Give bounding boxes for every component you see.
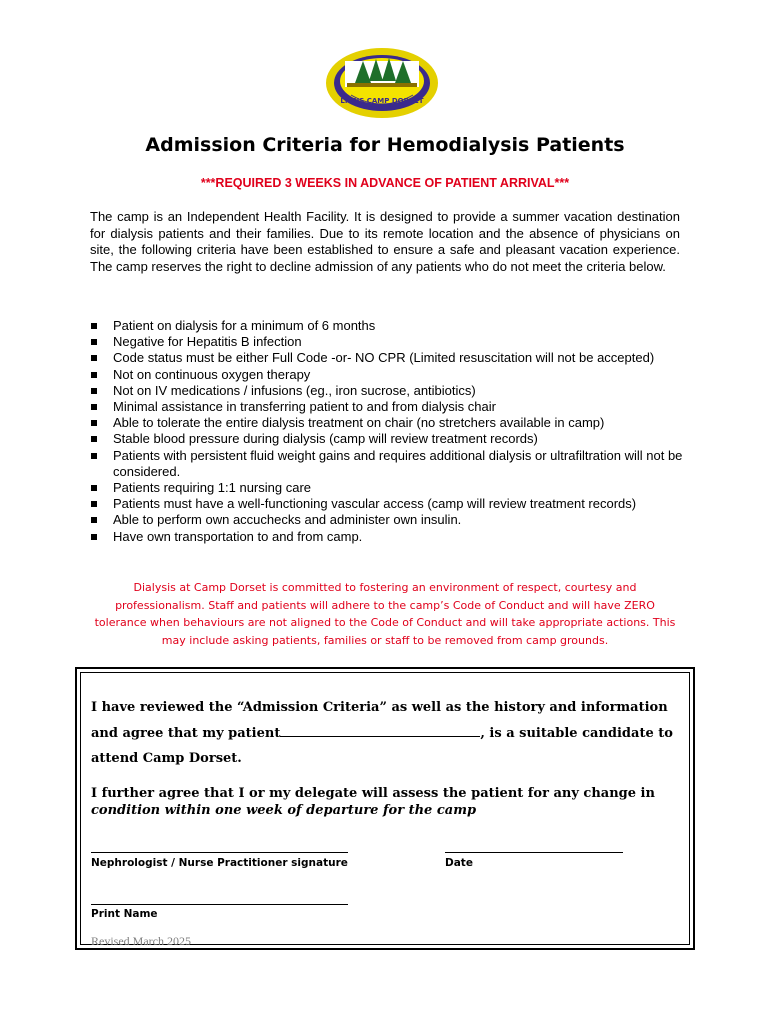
required-notice: ***REQUIRED 3 WEEKS IN ADVANCE OF PATIENT ARRIVAL*** — [200, 176, 570, 190]
page-title: Admission Criteria for Hemodialysis Patients — [145, 134, 625, 156]
statement-part1: I have reviewed the “Admission Criteria” as well as the history and information and agree that my patient — [91, 700, 668, 741]
print-name-line[interactable] — [91, 904, 348, 905]
lions-camp-dorset-logo — [325, 47, 439, 119]
signature-label: Nephrologist / Nurse Practitioner signature — [91, 857, 348, 869]
criteria-item: Not on continuous oxygen therapy — [90, 367, 690, 383]
conduct-notice: Dialysis at Camp Dorset is committed to fostering an environment of respect, courtesy and professionalism. Staff and patients will adhere to the camp’s Code of Conduct and will have ZERO tolerance when behaviours are not aligned to the Code of Conduct and will take appropriate actions. This may include asking patients, families or staff to be removed from camp grounds. — [94, 581, 676, 647]
date-label: Date — [445, 857, 473, 869]
criteria-item: Not on IV medications / infusions (eg., iron sucrose, antibiotics) — [90, 383, 690, 399]
criteria-item: Negative for Hepatitis B infection — [90, 334, 690, 350]
further-prefix: I further agree that I or my delegate will assess the patient for any change in — [91, 786, 655, 801]
further-agreement — [91, 785, 681, 819]
criteria-item: Patients requiring 1:1 nursing care — [90, 480, 690, 496]
criteria-item: Able to tolerate the entire dialysis treatment on chair (no stretchers available in camp) — [90, 415, 690, 431]
criteria-item: Code status must be either Full Code -or- NO CPR (Limited resuscitation will not be accepted) — [90, 350, 690, 366]
criteria-item: Patient on dialysis for a minimum of 6 months — [90, 318, 690, 334]
logo-text: LIONS CAMP DORSET — [340, 97, 424, 105]
statement-part2: , is a suitable candidate to attend Camp Dorset. — [91, 725, 673, 766]
attestation-statement — [91, 695, 681, 772]
print-name-label: Print Name — [91, 908, 158, 920]
intro-paragraph: The camp is an Independent Health Facility. It is designed to provide a summer vacation destination for dialysis patients and their families. Due to its remote location and the absence of physicians on site, the following criteria have been established to ensure a safe and pleasant vacation experience. The camp reserves the right to decline admission of any patients who do not meet the criteria below. — [90, 209, 680, 274]
criteria-item: Have own transportation to and from camp. — [90, 529, 690, 545]
patient-name-blank[interactable] — [280, 724, 480, 737]
criteria-item: Stable blood pressure during dialysis (camp will review treatment records) — [90, 431, 690, 447]
criteria-item: Patients must have a well-functioning vascular access (camp will review treatment records) — [90, 496, 690, 512]
criteria-list — [90, 318, 690, 545]
further-emphasis: condition within one week of departure for the camp — [91, 803, 477, 818]
revised-date: Revised March 2025 — [91, 934, 191, 948]
criteria-item: Minimal assistance in transferring patient to and from dialysis chair — [90, 399, 690, 415]
criteria-item: Able to perform own accuchecks and administer own insulin. — [90, 512, 690, 528]
criteria-item: Patients with persistent fluid weight gains and requires additional dialysis or ultrafiltration will not be considered. — [90, 448, 690, 480]
date-line[interactable] — [445, 852, 623, 853]
signature-line[interactable] — [91, 852, 348, 853]
